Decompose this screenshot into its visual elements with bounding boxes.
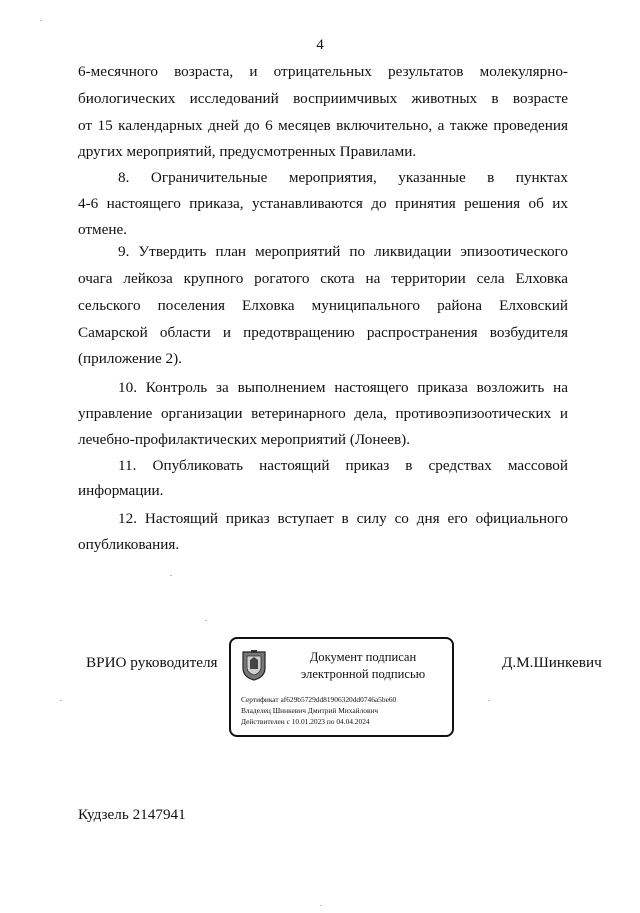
paragraph-11-line: 11. Опубликовать настоящий приказ в средствах массовой	[118, 457, 568, 474]
body-line: других мероприятий, предусмотренных Правилами.	[78, 143, 417, 160]
stamp-certificate: Сертификат af629b5729dd81906320dd0746a5be60	[241, 695, 397, 704]
body-line: от 15 календарных дней до 6 месяцев включительно, а также проведения	[78, 117, 568, 134]
paragraph-9-line: (приложение 2).	[78, 350, 182, 367]
signatory-position: ВРИО руководителя	[86, 654, 218, 671]
paragraph-9-line: Самарской области и предотвращению распространения возбудителя	[78, 324, 568, 341]
stamp-title	[275, 649, 451, 683]
paragraph-8-line: 8. Ограничительные мероприятия, указанные в пунктах	[118, 169, 568, 186]
scan-speck	[60, 700, 62, 701]
body-line: 6-месячного возраста, и отрицательных результатов молекулярно-	[78, 63, 568, 80]
paragraph-9-line: очага лейкоза крупного рогатого скота на территории села Елховка	[78, 270, 568, 287]
stamp-title-line1: Документ подписан	[309, 650, 417, 664]
paragraph-12-line: 12. Настоящий приказ вступает в силу со дня его официального	[118, 510, 568, 527]
scan-speck	[40, 20, 42, 21]
stamp-owner: Владелец Шинкевич Дмитрий Михайлович	[241, 706, 379, 715]
coat-of-arms-icon	[240, 648, 268, 682]
scan-speck	[205, 620, 207, 621]
electronic-signature-stamp	[229, 637, 454, 737]
signatory-name: Д.М.Шинкевич	[502, 654, 602, 671]
paragraph-8-line: отмене.	[78, 221, 128, 238]
body-line: биологических исследований восприимчивых животных в возрасте	[78, 90, 568, 107]
paragraph-11-line: информации.	[78, 482, 164, 499]
scan-speck	[170, 575, 172, 576]
paragraph-10-line: лечебно-профилактических мероприятий (Лонеев).	[78, 431, 411, 448]
scan-speck	[488, 700, 490, 701]
scan-speck	[320, 905, 322, 906]
stamp-validity: Действителен с 10.01.2023 по 04.04.2024	[241, 717, 370, 726]
paragraph-8-line: 4-6 настоящего приказа, устанавливаются до принятия решения об их	[78, 195, 568, 212]
paragraph-9-line: сельского поселения Елховка муниципального района Елховский	[78, 297, 568, 314]
paragraph-10-line: 10. Контроль за выполнением настоящего приказа возложить на	[118, 379, 568, 396]
paragraph-9-line: 9. Утвердить план мероприятий по ликвидации эпизоотического	[118, 243, 568, 260]
paragraph-12-line: опубликования.	[78, 536, 180, 553]
executor-reference: Кудзель 2147941	[78, 806, 186, 823]
paragraph-10-line: управление организации ветеринарного дела, противоэпизоотических и	[78, 405, 568, 422]
page-number: 4	[316, 37, 324, 53]
stamp-title-line2: электронной подписью	[300, 667, 426, 681]
